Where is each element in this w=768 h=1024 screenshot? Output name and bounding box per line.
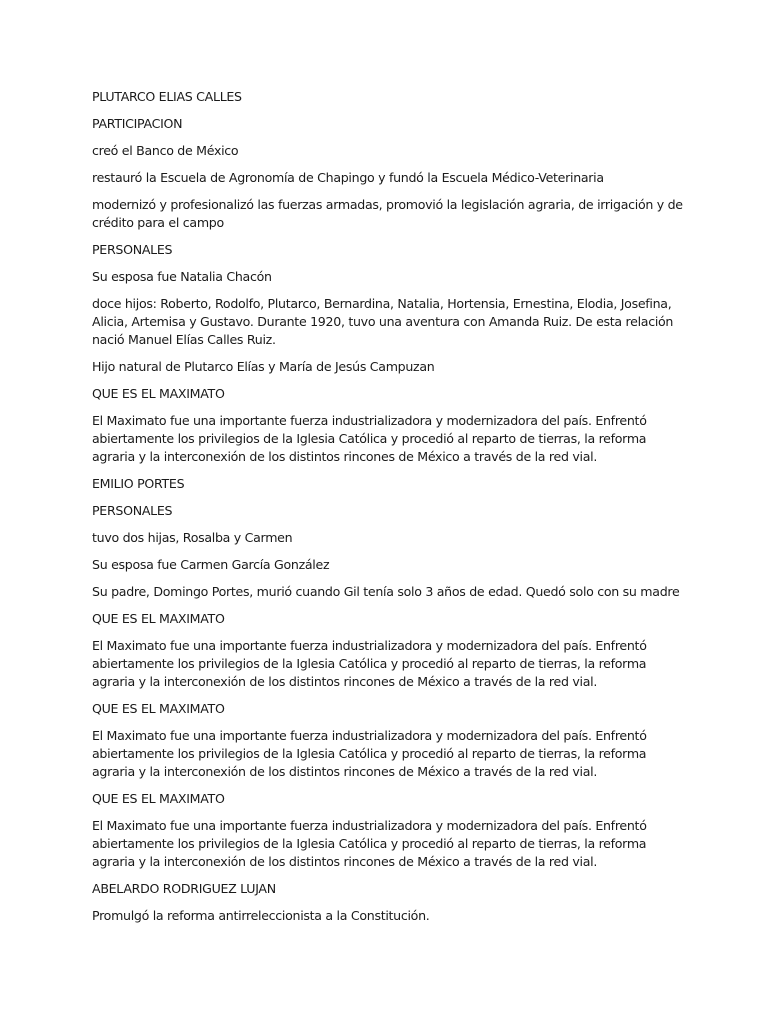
- paragraph-maximato-description: El Maximato fue una importante fuerza industrializadora y modernizadora del país. Enfrentó abiertamente los privilegios de la Iglesia Católica y procedió al reparto de tierras, la reforma agraria y la interconexión de los distintos rincones de México a través de la red vial.: [92, 818, 647, 869]
- heading-abelardo-rodriguez-lujan: ABELARDO RODRIGUEZ LUJAN: [92, 881, 276, 896]
- paragraph-reforma-antirreleccionista: Promulgó la reforma antirreleccionista a la Constitución.: [92, 908, 430, 923]
- section-que-es-el-maximato: QUE ES EL MAXIMATO: [92, 701, 225, 716]
- section-personales: PERSONALES: [92, 503, 173, 518]
- paragraph-esposa-carmen: Su esposa fue Carmen García González: [92, 557, 330, 572]
- paragraph-doce-hijos: doce hijos: Roberto, Rodolfo, Plutarco, Bernardina, Natalia, Hortensia, Ernestina, Elodia, Josefina, Alicia, Artemisa y Gustavo. Durante 1920, tuvo una aventura con Amanda Ruiz. De esta relación nació Manuel Elías Calles Ruiz.: [92, 296, 674, 347]
- heading-emilio-portes: EMILIO PORTES: [92, 476, 185, 491]
- paragraph-maximato-description: El Maximato fue una importante fuerza industrializadora y modernizadora del país. Enfrentó abiertamente los privilegios de la Iglesia Católica y procedió al reparto de tierras, la reforma agraria y la interconexión de los distintos rincones de México a través de la red vial.: [92, 638, 647, 689]
- paragraph-maximato-description: El Maximato fue una importante fuerza industrializadora y modernizadora del país. Enfrentó abiertamente los privilegios de la Iglesia Católica y procedió al reparto de tierras, la reforma agraria y la interconexión de los distintos rincones de México a través de la red vial.: [92, 728, 647, 779]
- section-personales: PERSONALES: [92, 242, 173, 257]
- section-participacion: PARTICIPACION: [92, 116, 183, 131]
- section-que-es-el-maximato: QUE ES EL MAXIMATO: [92, 611, 225, 626]
- paragraph-padre-domingo: Su padre, Domingo Portes, murió cuando Gil tenía solo 3 años de edad. Quedó solo con su madre: [92, 584, 680, 599]
- paragraph-banco-de-mexico: creó el Banco de México: [92, 143, 239, 158]
- document-page: [92, 88, 692, 934]
- paragraph-maximato-description: El Maximato fue una importante fuerza industrializadora y modernizadora del país. Enfrentó abiertamente los privilegios de la Iglesia Católica y procedió al reparto de tierras, la reforma agraria y la interconexión de los distintos rincones de México a través de la red vial.: [92, 413, 647, 464]
- paragraph-fuerzas-armadas: modernizó y profesionalizó las fuerzas armadas, promovió la legislación agraria, de irrigación y de crédito para el campo: [92, 197, 683, 230]
- paragraph-hijo-natural: Hijo natural de Plutarco Elías y María de Jesús Campuzan: [92, 359, 435, 374]
- section-que-es-el-maximato: QUE ES EL MAXIMATO: [92, 386, 225, 401]
- section-que-es-el-maximato: QUE ES EL MAXIMATO: [92, 791, 225, 806]
- paragraph-esposa-natalia: Su esposa fue Natalia Chacón: [92, 269, 272, 284]
- paragraph-dos-hijas: tuvo dos hijas, Rosalba y Carmen: [92, 530, 293, 545]
- paragraph-escuela-agronomia: restauró la Escuela de Agronomía de Chapingo y fundó la Escuela Médico-Veterinaria: [92, 170, 604, 185]
- heading-plutarco-elias-calles: PLUTARCO ELIAS CALLES: [92, 89, 242, 104]
